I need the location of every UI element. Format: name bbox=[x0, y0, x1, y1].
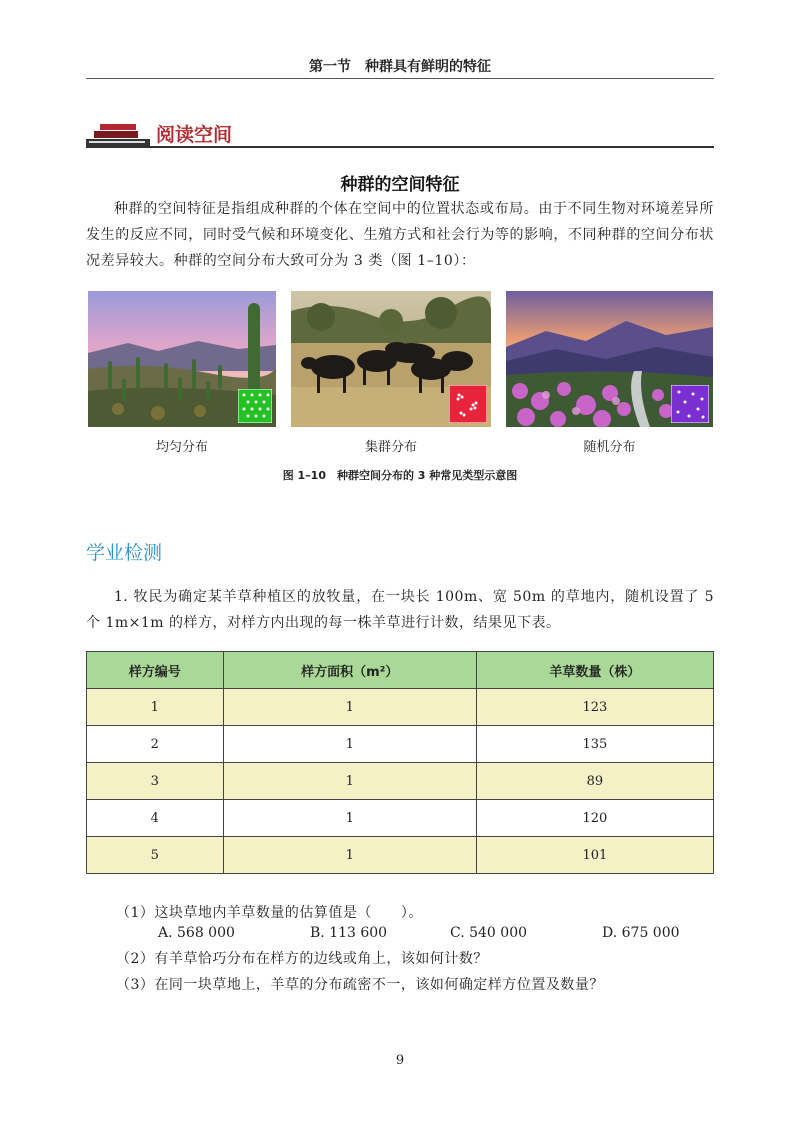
random-distribution-caption: 随机分布 bbox=[583, 440, 636, 455]
table-header-cell: 样方编号 bbox=[87, 652, 224, 689]
table-cell: 1 bbox=[223, 726, 476, 763]
table-cell: 1 bbox=[87, 689, 224, 726]
table-header-row bbox=[87, 652, 714, 689]
sub-question-2: （2）有羊草恰巧分布在样方的边线或角上，该如何计数？ bbox=[116, 951, 488, 967]
page-number: 9 bbox=[395, 1053, 405, 1068]
reading-section-label: 阅读空间 bbox=[156, 124, 233, 146]
table-cell: 1 bbox=[223, 800, 476, 837]
table-row bbox=[87, 726, 714, 763]
table-cell: 89 bbox=[476, 763, 713, 800]
table-row bbox=[87, 763, 714, 800]
uniform-distribution-photo bbox=[88, 291, 276, 427]
table-header-cell: 样方面积（m²） bbox=[223, 652, 476, 689]
random-distribution-photo bbox=[506, 291, 713, 427]
header-divider bbox=[86, 78, 714, 79]
option-a[interactable]: A. 568 000 bbox=[158, 925, 235, 941]
clumped-pattern-inset bbox=[449, 385, 487, 423]
table-header-cell: 羊草数量（株） bbox=[476, 652, 713, 689]
option-c[interactable]: C. 540 000 bbox=[450, 925, 528, 941]
clumped-distribution-photo bbox=[291, 291, 491, 427]
table-row bbox=[87, 837, 714, 874]
uniform-pattern-inset bbox=[238, 389, 272, 423]
reading-section-bar bbox=[86, 118, 714, 148]
table-cell: 1 bbox=[223, 763, 476, 800]
table-row bbox=[87, 800, 714, 837]
reading-section-divider bbox=[86, 146, 714, 148]
figure-caption: 图 1–10 种群空间分布的 3 种常见类型示意图 bbox=[282, 469, 518, 482]
option-b[interactable]: B. 113 600 bbox=[310, 925, 388, 941]
table-cell: 1 bbox=[223, 689, 476, 726]
reading-title: 种群的空间特征 bbox=[340, 175, 460, 195]
table-cell: 3 bbox=[87, 763, 224, 800]
question-1-text: 1. 牧民为确定某羊草种植区的放牧量，在一块长 100m、宽 50m 的草地内，随机设置了 5 个 1m×1m 的样方，对样方内出现的每一株羊草进行计数，结果见下表。 bbox=[86, 589, 714, 631]
answer-options bbox=[158, 925, 714, 945]
random-pattern-inset bbox=[671, 385, 709, 423]
table-cell: 123 bbox=[476, 689, 713, 726]
uniform-distribution-caption: 均匀分布 bbox=[155, 440, 208, 455]
sub-question-1: （1）这块草地内羊草数量的估算值是（ ）。 bbox=[116, 905, 423, 921]
table-row bbox=[87, 689, 714, 726]
table-cell: 5 bbox=[87, 837, 224, 874]
table-cell: 135 bbox=[476, 726, 713, 763]
reading-paragraph: 种群的空间特征是指组成种群的个体在空间中的位置状态或布局。由于不同生物对环境差异所发生的反应不同，同时受气候和环境变化、生殖方式和社会行为等的影响，不同种群的空间分布状况差异较大。种群的空间分布大致可分为 3 类（图 1–10）： bbox=[86, 201, 714, 269]
practice-heading: 学业检测 bbox=[86, 542, 163, 564]
clumped-distribution-caption: 集群分布 bbox=[364, 440, 417, 455]
running-header: 第一节 种群具有鲜明的特征 bbox=[309, 59, 491, 75]
quadrat-table bbox=[86, 651, 714, 874]
sub-question-3: （3）在同一块草地上，羊草的分布疏密不一，该如何确定样方位置及数量？ bbox=[116, 977, 604, 993]
table-cell: 4 bbox=[87, 800, 224, 837]
table-cell: 101 bbox=[476, 837, 713, 874]
books-icon bbox=[86, 124, 150, 148]
option-d[interactable]: D. 675 000 bbox=[602, 925, 680, 941]
table-cell: 120 bbox=[476, 800, 713, 837]
table-cell: 2 bbox=[87, 726, 224, 763]
table-cell: 1 bbox=[223, 837, 476, 874]
